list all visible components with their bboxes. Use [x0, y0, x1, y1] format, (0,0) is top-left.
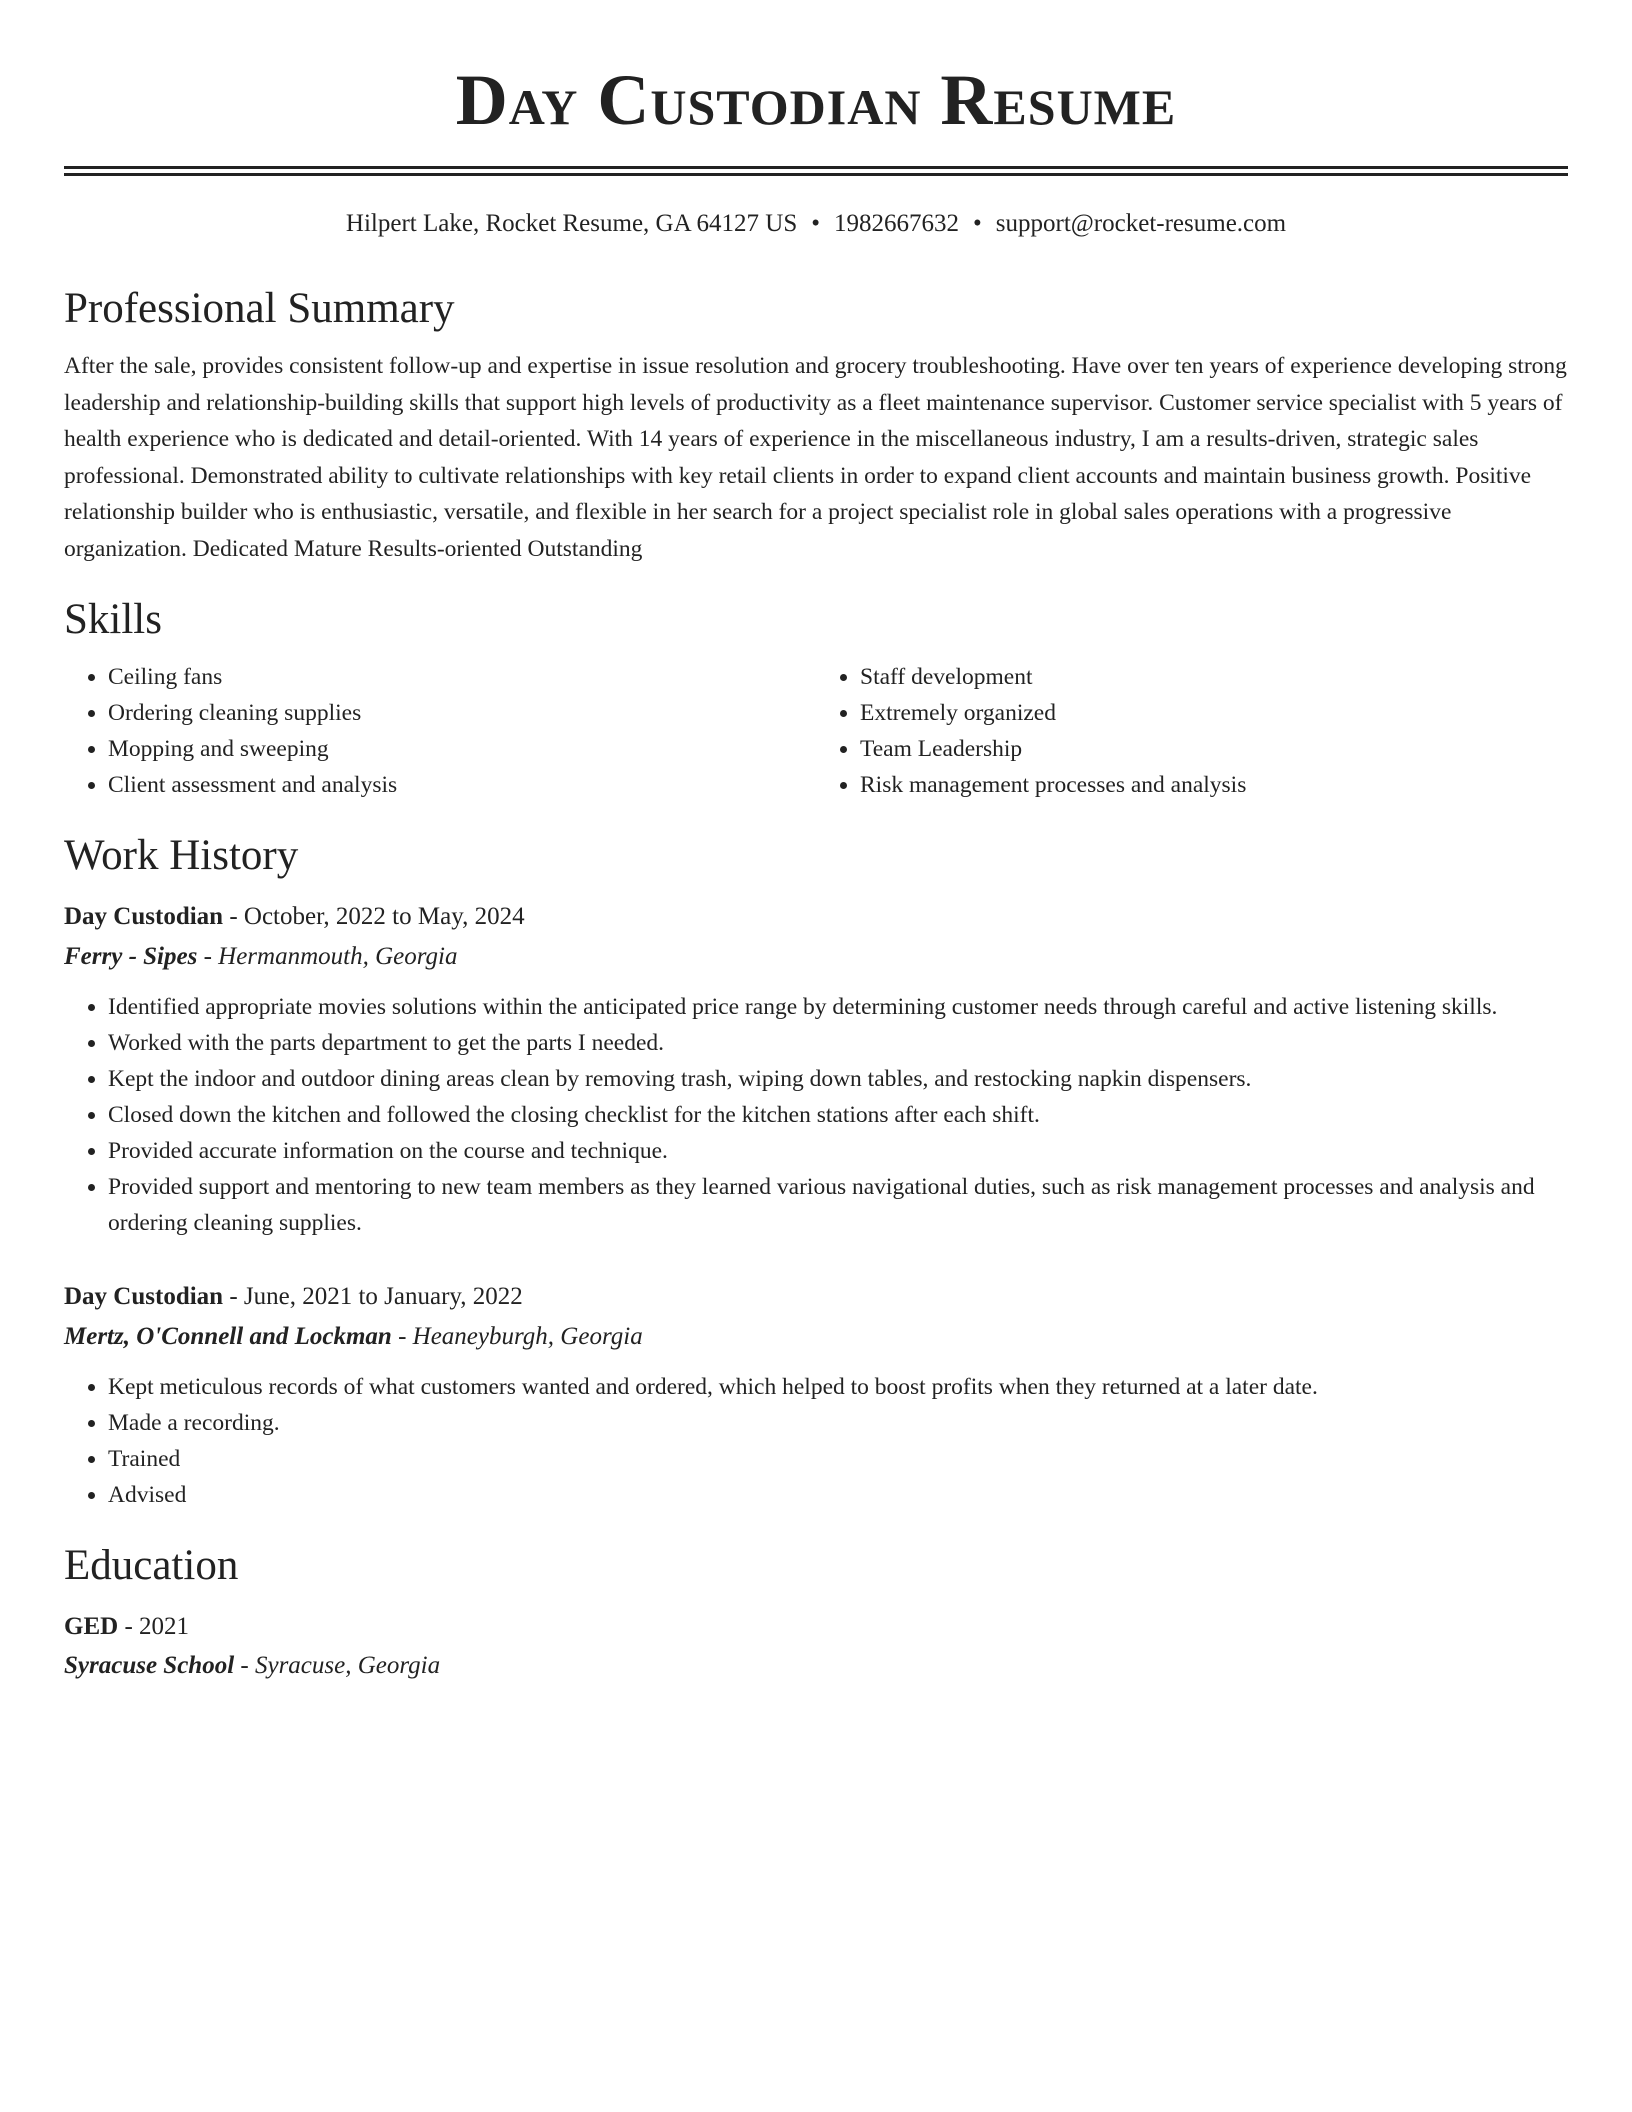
contact-address: Hilpert Lake, Rocket Resume, GA 64127 US — [345, 210, 798, 237]
dash: - — [398, 1323, 407, 1350]
skill-item: • Staff development — [860, 659, 1568, 695]
job-location: Hermanmouth, Georgia — [218, 943, 458, 970]
education-degree: GED — [64, 1613, 119, 1640]
skill-item: • Ceiling fans — [108, 659, 816, 695]
education-heading: Education — [64, 1542, 239, 1589]
job-bullet: • Trained — [108, 1441, 1568, 1477]
job-company: Ferry - Sipes — [64, 943, 198, 970]
job-bullet: • Identified appropriate movies solutions within the anticipated price range by determining customer needs through careful and active listening skills. — [108, 989, 1568, 1025]
contact-line — [64, 208, 1568, 240]
dash: - — [124, 1613, 133, 1640]
job-bullet: • Provided accurate information on the course and technique. — [108, 1133, 1568, 1169]
education-degree-line — [64, 1607, 1568, 1646]
education-entry — [64, 1607, 1568, 1685]
job-bullet: • Made a recording. — [108, 1405, 1568, 1441]
skill-item: • Team Leadership — [860, 731, 1568, 767]
resume-title: Day Custodian Resume — [455, 60, 1177, 140]
job-role: Day Custodian — [64, 903, 224, 930]
job-title-line — [64, 897, 1568, 937]
job-dates: October, 2022 to May, 2024 — [243, 903, 525, 930]
skill-item: • Ordering cleaning supplies — [108, 695, 816, 731]
job-bullet: • Worked with the parts department to get the parts I needed. — [108, 1025, 1568, 1061]
contact-phone: 1982667632 — [834, 210, 960, 237]
job-bullet: • Kept the indoor and outdoor dining areas clean by removing trash, wiping down tables, and restocking napkin dispensers. — [108, 1061, 1568, 1097]
skills-heading: Skills — [64, 596, 162, 643]
skills-list — [64, 659, 1568, 803]
job-bullets — [64, 1369, 1568, 1513]
education-year: 2021 — [139, 1613, 190, 1640]
skills-column-left — [64, 659, 816, 803]
dash: - — [203, 943, 212, 970]
contact-email: support@rocket-resume.com — [995, 210, 1287, 237]
job-role: Day Custodian — [64, 1283, 224, 1310]
job-dates: June, 2021 to January, 2022 — [243, 1283, 523, 1310]
job-entry — [64, 1277, 1568, 1513]
job-bullet: • Closed down the kitchen and followed the closing checklist for the kitchen stations after each shift. — [108, 1097, 1568, 1133]
education-school: Syracuse School — [64, 1652, 235, 1679]
summary-text: After the sale, provides consistent follow-up and expertise in issue resolution and grocery troubleshooting. Have over ten years of experience developing strong leadership and relationship-building skills that support high levels of productivity as a fleet maintenance supervisor. Customer service specialist with 5 years of health experience who is dedicated and detail-oriented. With 14 years of experience in the miscellaneous industry, I am a results-driven, strategic sales professional. Demonstrated ability to cultivate relationships with key retail clients in order to expand client accounts and maintain business growth. Positive relationship builder who is enthusiastic, versatile, and flexible in her search for a project specialist role in global sales operations with a progressive organization. Dedicated Mature Results-oriented Outstanding — [64, 353, 1567, 562]
dash: - — [229, 1283, 238, 1310]
education-location: Syracuse, Georgia — [254, 1652, 441, 1679]
job-title-line — [64, 1277, 1568, 1317]
skill-item: • Mopping and sweeping — [108, 731, 816, 767]
job-bullet: • Advised — [108, 1477, 1568, 1513]
work-history-heading: Work History — [64, 832, 299, 879]
skills-column-right — [816, 659, 1568, 803]
job-company-line — [64, 937, 1568, 977]
skill-item: • Client assessment and analysis — [108, 767, 816, 803]
contact-separator: • — [973, 210, 982, 237]
job-company: Mertz, O'Connell and Lockman — [64, 1323, 392, 1350]
skill-item: • Risk management processes and analysis — [860, 767, 1568, 803]
job-bullet: • Provided support and mentoring to new team members as they learned various navigational duties, such as risk management processes and analysis and ordering cleaning supplies. — [108, 1169, 1568, 1241]
job-company-line — [64, 1317, 1568, 1357]
summary-heading: Professional Summary — [64, 285, 455, 332]
job-bullets — [64, 989, 1568, 1241]
education-school-line — [64, 1646, 1568, 1685]
dash: - — [229, 903, 238, 930]
skill-item: • Extremely organized — [860, 695, 1568, 731]
job-bullet: • Kept meticulous records of what customers wanted and ordered, which helped to boost profits when they returned at a later date. — [108, 1369, 1568, 1405]
contact-separator: • — [811, 210, 821, 237]
job-entry — [64, 897, 1568, 1241]
dash: - — [240, 1652, 249, 1679]
title-double-rule — [64, 166, 1568, 176]
job-location: Heaneyburgh, Georgia — [412, 1323, 643, 1350]
